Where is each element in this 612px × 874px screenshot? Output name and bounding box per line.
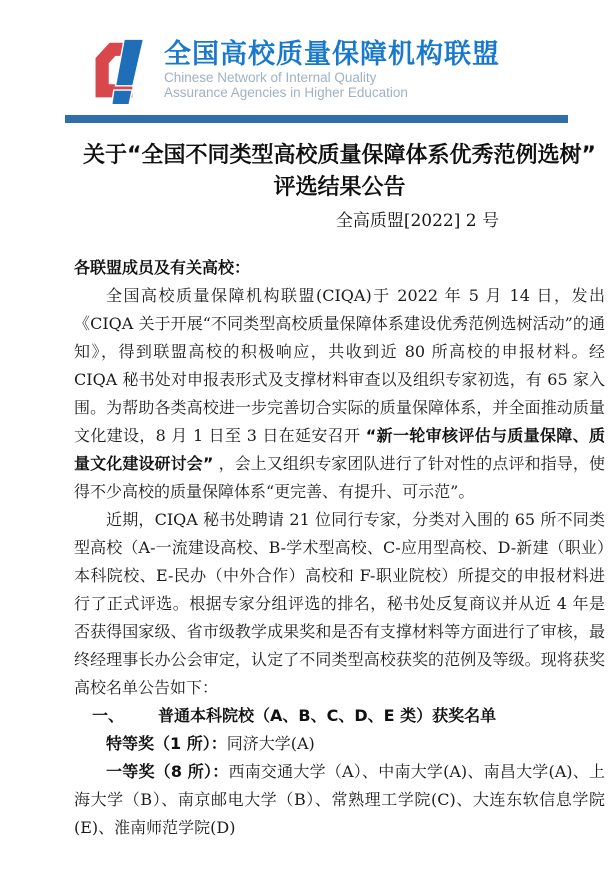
award-label: 一等奖（8 所）：: [106, 762, 229, 781]
org-logo: [86, 38, 500, 104]
paragraph-1-text: 全国高校质量保障机构联盟(CIQA)于 2022 年 5 月 14 日，发出《CIQA 关于开展“不同类型高校质量保障体系建设优秀范例选树活动”的通知》，得到联盟高校的积极响应，共收到近 80 所高校的申报材料。经 CIQA 秘书处对申报表形式及支撑材料审查以及组织专家初选，有 65 家入围。为帮助各类高校进一步完善切合实际的质量保障体系，并全面推动质量文化建设，8 月 1 日至 3 日在延安召开: [74, 286, 605, 445]
org-name-english-line1: Chinese Network of Internal Quality: [164, 70, 377, 85]
document-number: 全高质盟[2022] 2 号: [335, 211, 499, 231]
org-name-english-line2: Assurance Agencies in Higher Education: [164, 85, 408, 100]
section-number: 一、: [92, 706, 125, 725]
award-label: 特等奖（1 所）：: [106, 734, 227, 753]
document-title-line1: 关于“全国不同类型高校质量保障体系优秀范例选树”: [83, 143, 596, 168]
paragraph-1: [74, 282, 605, 506]
ciqa-logo-icon: [86, 38, 156, 104]
award-item-first: [74, 758, 605, 842]
paragraph-1-text-after: ，会上又组织专家团队进行了针对性的点评和指导，使得不少高校的质量保障体系“更完善、有提升、可示范”。: [74, 454, 605, 501]
paragraph-2: 近期，CIQA 秘书处聘请 21 位同行专家，分类对入围的 65 所不同类型高校（A-一流建设高校、B-学术型高校、C-应用型高校、D-新建（职业）本科院校、E-民办（中外合作）高校和 F-职业院校）所提交的申报材料进行了正式评选。根据专家分组评选的排名，秘书处反复商议并从近 4 年是否获得国家级、省市级教学成果奖和是否有支撑材料等方面进行了审核，最终经理事长办公会审定，认定了不同类型高校获奖的范例及等级。现将获奖高校名单公告如下：: [74, 510, 605, 697]
award-value: 西南交通大学（A）、中南大学(A)、南昌大学(A)、上海大学（B）、南京邮电大学（B）、常熟理工学院(C)、大连东软信息学院(E)、淮南师范学院(D): [74, 762, 605, 837]
header-divider: [65, 115, 568, 123]
award-item-special: [74, 730, 605, 758]
paragraph-1-bold-phrase: “新一轮审核评估与质量保障、质量文化建设研讨会”: [74, 426, 605, 473]
document-content: [74, 140, 605, 842]
section-title: 普通本科院校（A、B、C、D、E 类）获奖名单: [158, 706, 497, 725]
salutation: 各联盟成员及有关高校：: [74, 258, 251, 277]
document-title: [74, 140, 605, 204]
org-logo-text: [164, 38, 500, 100]
section-heading: [74, 702, 605, 730]
org-name-chinese: 全国高校质量保障机构联盟: [164, 39, 500, 70]
document-title-line2: 评选结果公告: [273, 175, 406, 200]
award-value: 同济大学(A): [226, 734, 315, 753]
document-body: [74, 254, 605, 842]
